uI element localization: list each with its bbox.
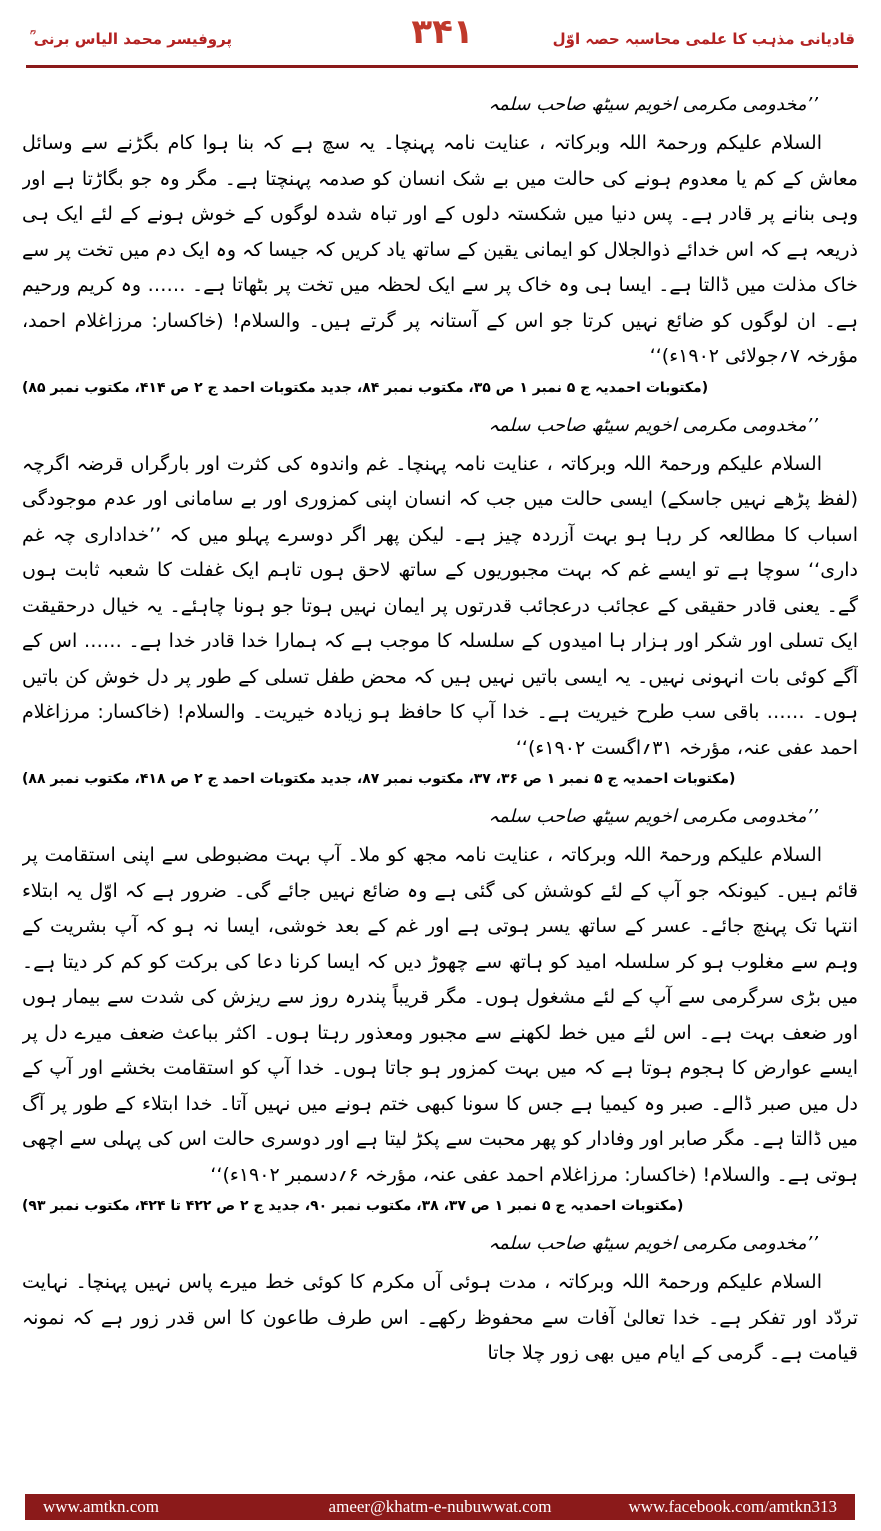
letter-salutation: ’’مخدومی مکرمی اخویم سیٹھ صاحب سلمہ: [488, 1233, 818, 1254]
book-title: قادیانی مذہب کا علمی محاسبہ حصہ اوّل: [552, 30, 855, 48]
letter-salutation: ’’مخدومی مکرمی اخویم سیٹھ صاحب سلمہ: [488, 806, 818, 827]
letter-body: السلام علیکم ورحمۃ اللہ وبرکاتہ ، عنایت نامہ پہنچا۔ یہ سچ ہے کہ بنا ہوا کام بگڑنے سے وسائل معاش کے کم یا معدوم ہونے کی حالت میں بے شک انسان کو صدمہ پہنچتا ہے۔ مگر وہ جو بگاڑتا ہے اور وہی بنانے پر قادر ہے۔ پس دنیا میں شکستہ دلوں کے اور تباہ شدہ لوگوں کے خوش ہونے کے لئے ایک ہی ذریعہ ہے کہ اس خدائے ذوالجلال کو ایمانی یقین کے ساتھ یاد کریں کہ جیسا کہ وہ ایک دم میں تخت پر سے خاک مذلت میں ڈالتا ہے۔ ایسا ہی وہ خاک پر سے ایک لحظہ میں تخت پر بٹھاتا ہے۔ …… وہ کریم ورحیم ہے۔ ان لوگوں کو ضائع نہیں کرتا جو اس کے آستانہ پر گرتے ہیں۔ والسلام! (خاکسار: مرزاغلام احمد، مؤرخہ ۷؍جولائی ۱۹۰۲ء)‘‘: [22, 132, 858, 367]
letter-body: السلام علیکم ورحمۃ اللہ وبرکاتہ ، مدت ہوئی آں مکرم کا کوئی خط میرے پاس نہیں پہنچا۔ نہایت تردّد اور تفکر ہے۔ خدا تعالیٰ آفات سے محفوظ رکھے۔ اس طرف طاعون کا اس قدر زور ہے کہ نمونہ قیامت ہے۔ گرمی کے ایام میں بھی زور چلا جاتا: [22, 1271, 858, 1364]
facebook-link[interactable]: www.facebook.com/amtkn313: [628, 1497, 837, 1516]
letter-citation: (مکتوبات احمدیہ ج ۵ نمبر ۱ ص ۳۷، ۳۸، مکتوب نمبر ۹۰، جدید ج ۲ ص ۴۲۲ تا ۴۲۴، مکتوب نمبر ۹۳): [22, 1198, 684, 1214]
website-link[interactable]: www.amtkn.com: [43, 1497, 159, 1516]
letter-citation: (مکتوبات احمدیہ ج ۵ نمبر ۱ ص ۳۵، مکتوب نمبر ۸۴، جدید مکتوبات احمد ج ۲ ص ۴۱۴، مکتوب نمبر ۸۵): [22, 379, 709, 396]
letter-body: السلام علیکم ورحمۃ اللہ وبرکاتہ ، عنایت نامہ پہنچا۔ غم واندوہ کی کثرت اور بارگراں قرضہ اگرچہ (لفظ پڑھے نہیں جاسکے) ایسی حالت میں جب کہ انسان اپنی کمزوری اور بے سامانی اور عدم موجودگی اسباب کا مطالعہ کر رہا ہو بہت آزردہ چیز ہے۔ لیکن پھر اگر دوسرے پہلو میں کہ ’’خداداری چہ غم داری‘‘ سوچا ہے تو ایسے غم کہ بہت مجبوریوں کے ساتھ لاحق ہوں تاہم ایک غفلت کا شعبہ ثابت ہوں گے۔ یعنی قادر حقیقی کے عجائب درعجائب قدرتوں پر ایمان نہیں ہوتا جو ہونا چاہئے۔ یہ خیال درحقیقت ایک تسلی اور شکر اور ہزار ہا امیدوں کے سلسلہ کا موجب ہے کہ ہمارا خدا قادر خدا ہے۔ …… اس کے آگے کوئی بات انہونی نہیں۔ یہ ایسی باتیں نہیں ہیں کہ محض طفل تسلی کے طور پر دل خوش کن باتیں ہوں۔ …… باقی سب طرح خیریت ہے۔ خدا آپ کا حافظ ہو زیادہ خیریت۔ والسلام! (خاکسار: مرزاغلام احمد عفی عنہ، مؤرخہ ۳۱؍اگست ۱۹۰۲ء)‘‘: [22, 452, 858, 759]
letter: [22, 409, 858, 791]
letter: [22, 88, 858, 399]
page-number: ۳۴۱: [411, 12, 474, 52]
letter-salutation: ’’مخدومی مکرمی اخویم سیٹھ صاحب سلمہ: [488, 414, 818, 436]
page-footer: [25, 1494, 855, 1520]
letter-body: السلام علیکم ورحمۃ اللہ وبرکاتہ ، عنایت نامہ مجھ کو ملا۔ آپ بہت مضبوطی سے اپنی استقامت پر قائم ہیں۔ کیونکہ جو آپ کے لئے کوشش کی گئی ہے وہ ضائع نہیں جائے گی۔ ضرور ہے کہ اوّل یہ ابتلاء انتہا تک پہنچ جائے۔ عسر کے ساتھ یسر ہوتی ہے اور غم کے بعد خوشی، ایسا نہ ہو کہ آپ بشریت کے وہم سے مغلوب ہو کر سلسلہ امید کو ہاتھ سے چھوڑ دیں کہ ایسا کرنا دعا کی برکت کو کم کر دیتا ہے۔ میں بڑی سرگرمی سے آپ کے لئے مشغول ہوں۔ مگر قریباً پندرہ روز سے ریزش کی شدت سے بیمار ہوں اور ضعف بہت ہے۔ اس لئے میں خط لکھنے سے مجبور ومعذور رہتا ہوں۔ اکثر بباعث ضعف میرے دل پر ایسے عوارض کا ہجوم ہوتا ہے کہ میں بہت کمزور ہو جاتا ہوں۔ خدا آپ کو استقامت بخشے اور آپ کے دل میں صبر ڈالے۔ صبر وہ کیمیا ہے جس کا سونا کبھی ختم ہونے میں نہیں آتا۔ خدا ابتلاء کے طور پر آگ میں ڈالتا ہے۔ مگر صابر اور وفادار کو پھر محبت سے پکڑ لیتا ہے اور دوسری حالت اس کی پہلی سے اچھی ہوتی ہے۔ والسلام! (خاکسار: مرزاغلام احمد عفی عنہ، مؤرخہ ۶؍دسمبر ۱۹۰۲ء)‘‘: [22, 844, 858, 1186]
header-divider: [26, 65, 858, 68]
author-name: پروفیسر محمد الیاس برنی ؒ: [30, 30, 233, 48]
letter: [22, 800, 858, 1217]
page-header: [30, 8, 855, 64]
page-content: [22, 88, 858, 1478]
letter: [22, 1227, 858, 1372]
letter-salutation: ’’مخدومی مکرمی اخویم سیٹھ صاحب سلمہ: [488, 94, 818, 115]
letter-citation: (مکتوبات احمدیہ ج ۵ نمبر ۱ ص ۳۶، ۳۷، مکتوب نمبر ۸۷، جدید مکتوبات احمد ج ۲ ص ۴۱۸، مکتوب نمبر ۸۸): [22, 771, 736, 787]
email-link[interactable]: ameer@khatm-e-nubuwwat.com: [328, 1497, 552, 1516]
